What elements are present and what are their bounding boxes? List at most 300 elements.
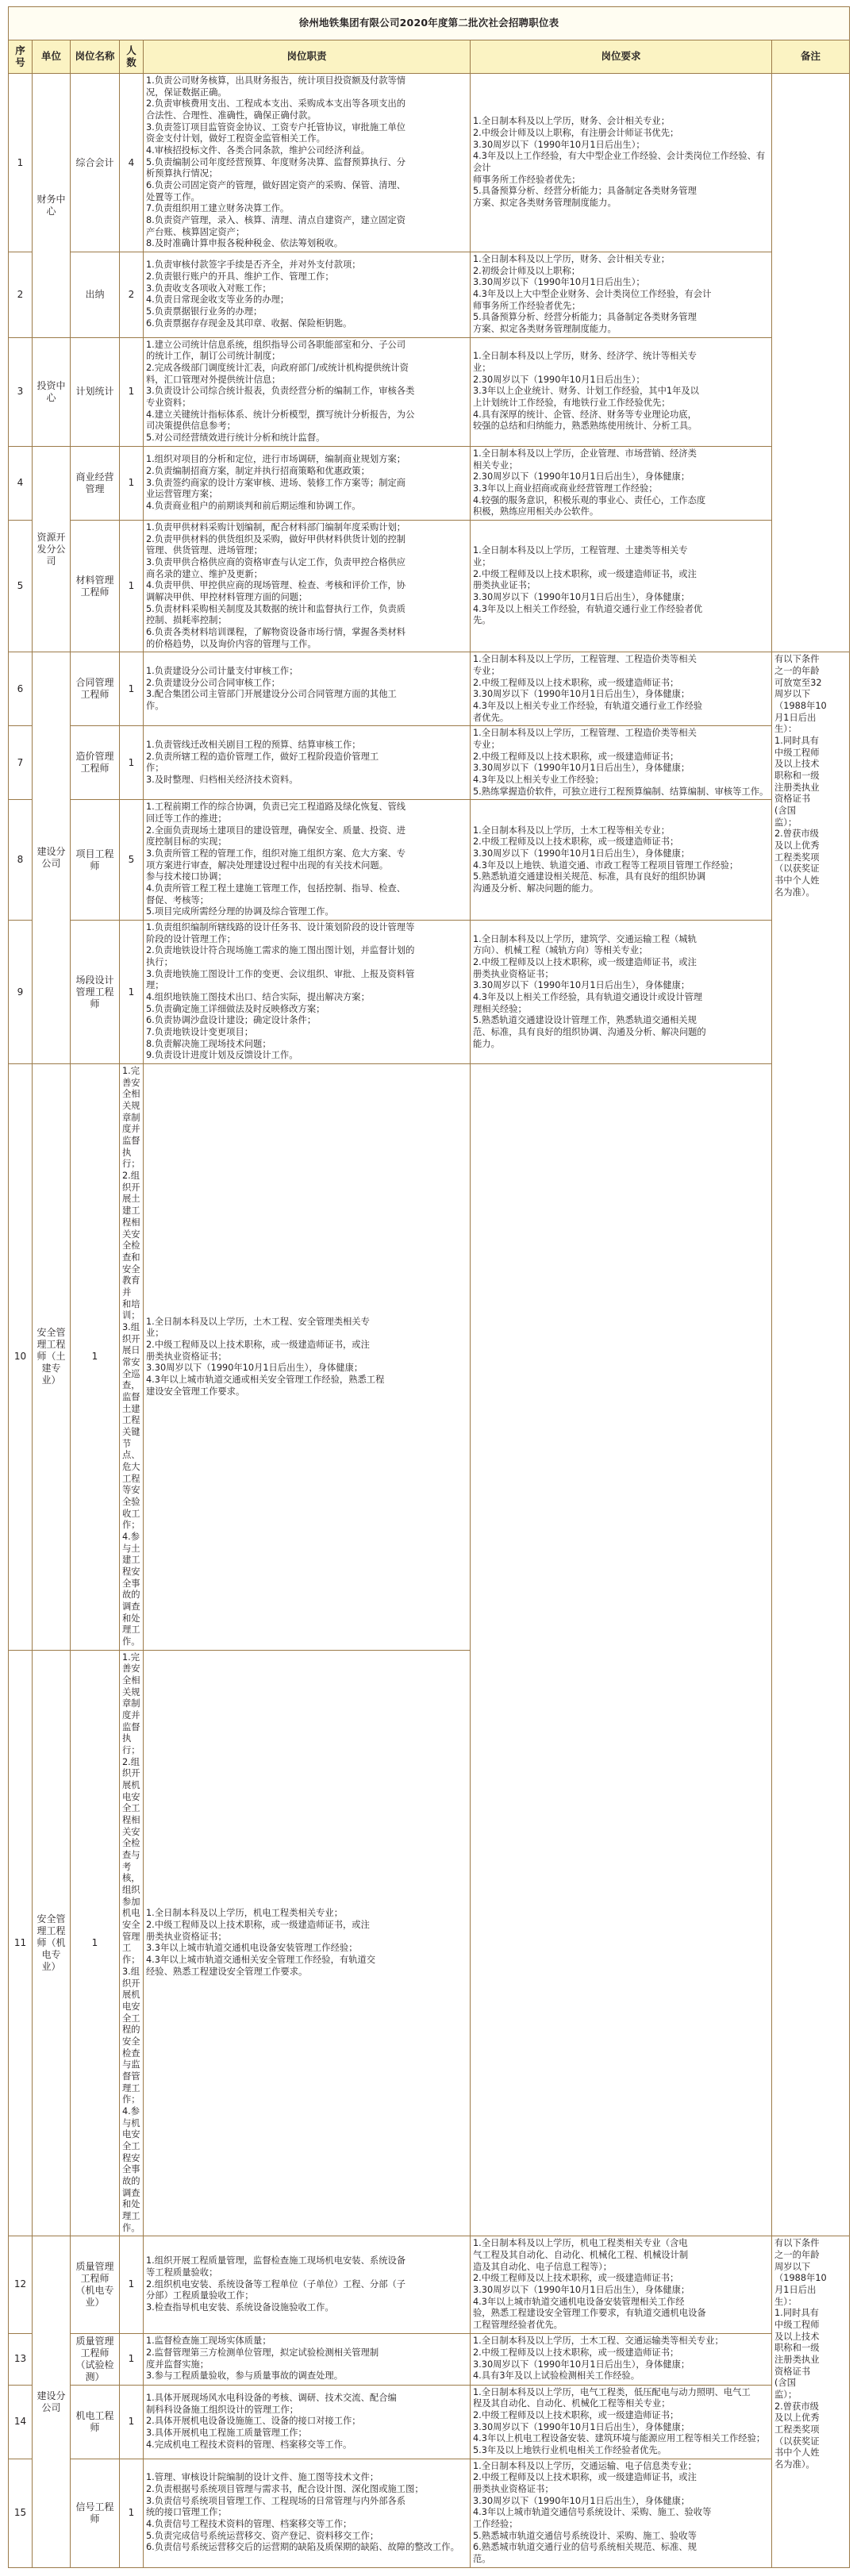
text-line: 3.检查指导机电安装、系统设备设施验收工作。 — [146, 2301, 334, 2313]
text-line: （1988年10 — [774, 2273, 827, 2284]
table-row — [9, 2459, 850, 2567]
cell-serial-number: 15 — [9, 2459, 33, 2567]
text-line: 4.参与土建工程安全事故的调查和处理工作。 — [122, 1531, 140, 1647]
text-line: 2.全面负责现场土建项目的建设管理，确保安全、质量、投资、进 — [146, 825, 406, 836]
text-line: 6.负责信号系统运营移交后的运营期的缺陷及质保期的缺陷、故障的整改工作。 — [146, 2542, 459, 2553]
text-line: 3.30周岁以下（1990年10月1日后出生），身体健康； — [146, 1363, 363, 1374]
text-line: 1.负责甲供材料采购计划编制，配合材料部门编制年度采购计划； — [146, 521, 406, 533]
cell-job-duty — [120, 1064, 144, 1651]
text-line: 1.具体开展现场风水电科设备的考核、调研、技术交流、配合编 — [146, 2392, 397, 2403]
header-num: 序号 — [9, 40, 33, 74]
text-line: 5.熟悉轨道交通建设设计管理工作，熟悉轨道交通相关规 — [473, 1015, 697, 1026]
header-note: 备注 — [772, 40, 850, 74]
header-duty: 岗位职责 — [144, 40, 471, 74]
cell-serial-number: 6 — [9, 652, 33, 726]
cell-position-name: 合同管理工程师 — [71, 652, 120, 726]
text-line: 6.负责协调沙盘设计建设；确定设计条件； — [146, 1015, 317, 1026]
cell-headcount: 1 — [120, 2385, 144, 2459]
text-line: 3.30周岁以下（1990年10月1日后出生），身体健康； — [473, 2284, 690, 2295]
text-line: 中级工程师 — [774, 747, 820, 758]
cell-position-name: 机电工程师 — [71, 2385, 120, 2459]
text-line: 者优先。 — [473, 712, 509, 723]
cell-job-duty — [144, 800, 471, 921]
text-line: 2.中级工程师及以上技术职称，或一级建造师证书； — [473, 751, 679, 762]
text-line: 的统计工作，制订公司统计制度； — [146, 351, 281, 362]
text-line: 作； — [146, 763, 164, 774]
text-line: 3.30周岁以下（1990年10月1日后出生）； — [473, 277, 645, 288]
text-line: 监）； — [774, 817, 797, 828]
text-line: 1.全日制本科及以上学历，工程管理、工程造价类等相关 — [473, 654, 697, 665]
text-line: 1.负责管线迁改相关剧目工程的预算、结算审核工作； — [146, 739, 361, 750]
text-line: 月1日后出 — [774, 712, 817, 723]
text-line: 6.负责各类材料培训课程，了解物资设备市场行情，掌握各类材料 — [146, 626, 406, 637]
cell-headcount: 1 — [120, 726, 144, 800]
cell-headcount: 2 — [120, 252, 144, 338]
text-line: 职称和一级 — [774, 770, 820, 781]
text-line: 1.负责公司财务核算，出具财务报告，统计项目投资额及付款等情 — [146, 75, 406, 86]
text-line: 生）： — [774, 2296, 797, 2307]
cell-serial-number: 10 — [9, 1064, 33, 1651]
cell-position-name: 材料管理工程师 — [71, 520, 120, 652]
header-requirement: 岗位要求 — [471, 40, 772, 74]
text-line: 4.3年及以上大中型企业财务、会计类岗位工作经验，有会计 — [473, 289, 712, 300]
text-line: 1.负责组织编制所辖线路的设计任务书、设计策划阶段的设计管理等 — [146, 922, 415, 933]
text-line: 5.负责完成信号系统运营移交、资产登记、资料移交工作； — [146, 2530, 379, 2541]
text-line: 之一的年龄 — [774, 665, 820, 676]
document-title: 徐州地铁集团有限公司2020年度第二批次社会招聘职位表 — [9, 7, 850, 40]
text-line: 方向）、机械工程（城轨方向）等相关专业； — [473, 945, 648, 956]
text-line: 册类执业资格证书； — [473, 2484, 554, 2495]
text-line: 督促、考核等； — [146, 894, 209, 905]
text-line: 9.负责设计进度计划及反馈设计工作。 — [146, 1050, 298, 1061]
text-line: 3.负责签约商家的设计方案审核、进场、装修工作方案等；制定商 — [146, 477, 406, 488]
cell-serial-number: 14 — [9, 2385, 33, 2459]
text-line: 7.负责组织用工建立财务决算工作。 — [146, 203, 290, 214]
cell-job-duty — [144, 446, 471, 520]
text-line: 2.30周岁以下（1990年10月1日后出生）； — [473, 374, 645, 385]
text-line: 和培训； — [122, 1298, 140, 1321]
cell-unit: 建设分公司 — [33, 2236, 71, 2567]
text-line: 4.3年以上机电工程设备安装、建筑环境与能源应用工程等相关工作经验； — [473, 2433, 766, 2444]
text-line: 度并监督实施； — [146, 2359, 209, 2370]
text-line: 2.负责建设分公司合同审核工作； — [146, 677, 280, 688]
text-line: 4.审核招投标文件、各类合同条款，维护公司经济利益。 — [146, 145, 370, 156]
text-line: 况，保证数据正确。 — [146, 87, 227, 98]
cell-unit: 财务中心 — [33, 74, 71, 338]
text-line: 2.负责甲供材料的供货组织及采购，做好甲供材料供货计划的控制 — [146, 533, 406, 544]
cell-job-requirement — [471, 2333, 772, 2385]
text-line: 1.全日制本科及以上学历，土木工程等相关专业； — [473, 825, 671, 836]
cell-note — [772, 74, 850, 652]
cell-position-name: 质量管理工程师（机电专业） — [71, 2236, 120, 2333]
text-line: 3.30周岁以下（1990年10月1日后出生），身体健康； — [473, 591, 690, 602]
text-line: 1.同时具有 — [774, 735, 819, 746]
cell-position-name: 综合会计 — [71, 74, 120, 252]
text-line: 4.完成机电工程技术资料的管理、档案移交等工作。 — [146, 2439, 352, 2450]
table-row — [9, 800, 850, 921]
cell-serial-number: 11 — [9, 1650, 33, 2236]
text-line: 册类执业证书； — [473, 580, 536, 591]
text-line: 阶段的设计管理工作； — [146, 933, 236, 944]
text-line: 范。 — [473, 2554, 491, 2565]
cell-unit: 资源开发分公司 — [33, 446, 71, 652]
text-line: 3.参与工程质量验收，参与质量事故的调查处理。 — [146, 2370, 344, 2382]
text-line: 相关专业； — [473, 459, 518, 471]
text-line: 职称和一级 — [774, 2343, 820, 2354]
table-row — [9, 446, 850, 520]
cell-headcount: 1 — [120, 921, 144, 1064]
text-line: 及以上优秀 — [774, 840, 820, 851]
text-line: 专业； — [473, 665, 500, 676]
text-line: 能力。 — [473, 1038, 500, 1049]
text-line: 项方案进行审查，解决处理建设过程中出现的有关技术问题。 — [146, 859, 389, 871]
text-line: 3.30周岁以下（1990年10月1日后出生），身体健康； — [473, 2359, 690, 2370]
text-line: 2.组织开展土建工程相关安全检查和安全教育并 — [122, 1171, 140, 1298]
text-line: 可放宽至32 — [774, 677, 822, 688]
text-line: 8.负责资产管理，录入、核算、清理、清点自建资产，建立固定资 — [146, 215, 406, 226]
text-line: 4.组织地铁施工图技术出口、结合实际，提出解决方案； — [146, 992, 370, 1003]
text-line: 4.3年以上城市轨道交通相关安全管理工作经验，有轨道交 — [146, 1955, 376, 1966]
text-line: 5.对公司经营绩效进行统计分析和统计监督。 — [146, 433, 325, 444]
cell-job-duty — [144, 2333, 471, 2385]
text-line: 方案、拟定各类财务管理制度能力。 — [473, 198, 617, 209]
text-line: 回迁等工作的推进； — [146, 813, 227, 824]
text-line: 1.全日制本科及以上学历，财务、会计相关专业； — [473, 254, 671, 265]
text-line: 2.曾获市级 — [774, 2401, 819, 2412]
text-line: 5.项目完成所需经分理的协调及综合管理工作。 — [146, 906, 334, 917]
text-line: 书中个人姓 — [774, 875, 820, 886]
cell-serial-number: 12 — [9, 2236, 33, 2333]
text-line: 4.3年及以上相关专业工作经验； — [473, 774, 604, 785]
text-line: 验，熟悉工程建设安全管理工作要求，有轨道交通机电设备 — [473, 2308, 706, 2319]
text-line: 理相关经验； — [473, 1003, 527, 1014]
text-line: 4.3年以上城市轨道交通或相关安全管理工作经验，熟悉工程 — [146, 1374, 385, 1385]
text-line: 注册类执业 — [774, 2355, 820, 2365]
table-row — [9, 2236, 850, 2333]
cell-job-requirement — [471, 2236, 772, 2333]
text-line: 2.中级工程师及以上技术职称，或一级建造师证书； — [473, 2410, 679, 2420]
cell-job-requirement — [471, 74, 772, 252]
text-line: 3.30周岁以下（1990年10月1日后出生），身体健康； — [473, 689, 690, 700]
text-line: (含国 — [774, 805, 797, 816]
text-line: 1.建立公司统计信息系统，组织指导公司各职能部室和分、子公司 — [146, 339, 406, 350]
text-line: 5.负责确定施工详细做法及时反映修改方案； — [146, 1003, 325, 1014]
cell-serial-number: 9 — [9, 921, 33, 1064]
text-line: 4.较强的服务意识，积极乐观的事业心、责任心，工作态度 — [473, 494, 706, 506]
text-line: 册类执业资格证书； — [146, 1931, 227, 1942]
text-line: 6.负责公司固定资产的管理，做好固定资产的采购、保管、清理、 — [146, 180, 406, 191]
text-line: 程及其自动化、自动化、机械化工程等相关专业； — [473, 2398, 671, 2409]
text-line: 1.完善安全相关规章制度并监督执行； — [122, 1066, 140, 1170]
text-line: 调解决甲供、甲控材料管理方面的问题； — [146, 591, 308, 602]
text-line: 4.3年以上城市轨道交通信号系统设计、采购、施工、验收等 — [473, 2507, 712, 2518]
cell-job-duty — [144, 520, 471, 652]
column-header-row — [9, 40, 850, 74]
cell-serial-number: 7 — [9, 726, 33, 800]
text-line: 2.负责地铁设计符合现场施工需求的施工图出图计划，并监督计划的 — [146, 945, 415, 956]
text-line: （以获奖证 — [774, 863, 820, 875]
text-line: 3.30周岁以下（1990年10月1日后出生），身体健康； — [473, 848, 690, 859]
text-line: 2.负责银行账户的开具、维护工作、管理工作； — [146, 271, 334, 283]
text-line: 的价格趋势，以及询价内容的管理与工作。 — [146, 638, 317, 649]
text-line: 4.参与机电安全工程安全事故的调查和处理工作。 — [122, 2105, 140, 2233]
text-line: 2.负责编制招商方案，制定并执行招商策略和优惠政策； — [146, 465, 370, 476]
text-line: 2.中级工程师及以上技术职称，或一级建造师证书； — [473, 2273, 679, 2284]
text-line: 专业资料； — [146, 398, 191, 409]
cell-job-duty — [144, 2236, 471, 2333]
text-line: 1.全日制本科及以上学历，财务、会计相关专业； — [473, 116, 671, 127]
text-line: （以获奖证 — [774, 2436, 820, 2447]
text-line: 月1日后出 — [774, 2284, 817, 2295]
text-line: 作。 — [146, 700, 164, 711]
cell-job-duty — [144, 2385, 471, 2459]
cell-serial-number: 3 — [9, 337, 33, 446]
text-line: 2.中级工程师及以上技术职称，或一级建造师证书，或注 — [146, 1920, 370, 1931]
positions-table — [8, 6, 850, 2568]
text-line: 资格证书 — [774, 2366, 811, 2377]
text-line: 注册类执业 — [774, 782, 820, 793]
text-line: 2.负责根据号系统项目管理与需求书，配合设计图、深化图或施工图； — [146, 2484, 424, 2495]
text-line: 2.中级工程师及以上技术职称，或一级建造师证书； — [473, 677, 679, 688]
cell-job-requirement — [471, 520, 772, 652]
cell-headcount: 1 — [120, 652, 144, 726]
text-line: 1.组织开展工程质量管理，监督检查施工现场机电安装、系统设备 — [146, 2255, 406, 2266]
text-line: 1.全日制本科及以上学历，建筑学、交通运输工程（城轨 — [473, 933, 697, 944]
text-line: 4.建立关键统计指标体系、统计分析模型，撰写统计分析报告，为公 — [146, 409, 415, 420]
text-line: 名为准）。 — [774, 886, 815, 898]
cell-serial-number: 1 — [9, 74, 33, 252]
text-line: 5.3年及以上地铁行业机电相关工作经验者优先。 — [473, 2445, 667, 2456]
table-row — [9, 652, 850, 726]
cell-job-duty — [144, 252, 471, 338]
text-line: 建设安全管理工作要求。 — [146, 1386, 245, 1397]
text-line: 2.负责所辖工程的造价管理工作，做好工程阶段造价管理工 — [146, 751, 379, 762]
text-line: 1.全日制本科及以上学历，土木工程、交通运输类等相关专业； — [473, 2336, 724, 2347]
header-count: 人数 — [120, 40, 144, 74]
text-line: 2.组织开展机电安全工程相关安全检查与考核，组织参加机电安全 — [122, 1756, 140, 1931]
text-line: 3.30周岁以下（1990年10月1日后出生），身体健康； — [473, 763, 690, 774]
text-line: 3.负责设计公司综合统计报表，负责经营分析的编制工作，审核各类 — [146, 386, 415, 397]
table-row — [9, 2333, 850, 2385]
text-line: 及以上优秀 — [774, 2413, 820, 2424]
text-line: 1.完善安全相关规章制度并监督执行； — [122, 1651, 140, 1756]
text-line: 3.3年以上商业招商或商业经营管理工作经验； — [473, 483, 658, 494]
text-line: 6.熟悉城市轨道交通行业的信号系统相关规范、标准、规 — [473, 2542, 697, 2553]
text-line: 2.监督管理第三方检测单位管理，拟定试验检测相关管理制 — [146, 2347, 379, 2358]
text-line: 2.30周岁以下（1990年10月1日后出生），身体健康； — [473, 471, 690, 483]
text-line: 业运营管理方案； — [146, 489, 218, 500]
cell-position-name: 商业经营管理 — [71, 446, 120, 520]
cell-job-duty — [144, 2459, 471, 2567]
text-line: 册类执业资格证书； — [473, 968, 554, 979]
table-row — [9, 252, 850, 338]
text-line: 全验收工作； — [122, 1496, 140, 1531]
cell-headcount: 1 — [71, 1650, 120, 2236]
text-line: 3.负责收支各项收入对账工作； — [146, 283, 271, 294]
text-line: 资金支付计划，做好工程资金监管相关工作。 — [146, 133, 325, 144]
text-line: 业； — [473, 556, 491, 567]
cell-position-name: 质量管理工程师（试验检测） — [71, 2333, 120, 2385]
text-line: 制科科设备施工组织设计的管理工作； — [146, 2404, 299, 2415]
text-line: 3.负责信号系统项目管理工作、工程现场的日常管理与内外部各系 — [146, 2495, 406, 2506]
text-line: 1.负责建设分公司计量支付审核工作； — [146, 665, 298, 676]
text-line: 3.3年以上城市轨道交通机电设备安装管理工作经验； — [146, 1943, 358, 1954]
document-title-row — [9, 7, 850, 40]
text-line: 7.负责地铁设计变更项目； — [146, 1027, 254, 1038]
text-line: 4.负责日常现金收支等业务的办理； — [146, 294, 290, 306]
text-line: 生）： — [774, 724, 797, 735]
text-line: 沟通及分析、解决问题的能力。 — [473, 883, 599, 894]
text-line: 及以上技术 — [774, 2331, 820, 2342]
text-line: 1.全日制本科及以上学历，工程管理、工程造价类等相关 — [473, 728, 697, 739]
cell-job-requirement — [471, 800, 772, 921]
text-line: 2.中级工程师及以上技术职称，或一级建造师证书，或注 — [473, 568, 697, 579]
text-line: 分部）工程质量验收工作； — [146, 2290, 254, 2301]
cell-headcount: 1 — [120, 2236, 144, 2333]
text-line: 3.30周岁以下（1990年10月1日后出生），身体健康； — [473, 2495, 690, 2506]
text-line: 4.3年及以上工作经验，有大中型企业工作经验、会计类岗位工作经验、有会计 — [473, 151, 766, 174]
text-line: 2.中级工程师及以上技术职称，或一级建造师证书； — [473, 2347, 679, 2358]
text-line: 2.组织机电安装、系统设备等工程单位（子单位）工程、分部（子 — [146, 2278, 406, 2290]
text-line: 较强的总结和归纳能力，熟悉熟练使用统计、分析工具。 — [473, 421, 698, 432]
text-line: 之一的年龄 — [774, 2249, 820, 2260]
table-row — [9, 1064, 850, 1651]
text-line: 管理工作； — [122, 1931, 140, 1966]
text-line: 2.初级会计师及以上职称； — [473, 265, 581, 276]
text-line: 3.具体开展机电工程施工质量管理工作； — [146, 2428, 307, 2438]
cell-serial-number: 8 — [9, 800, 33, 921]
cell-job-duty — [144, 337, 471, 446]
text-line: 析预算执行情况； — [146, 168, 218, 179]
cell-job-requirement — [144, 1650, 471, 2236]
cell-job-requirement — [471, 252, 772, 338]
text-line: 3.3年以上企业统计、财务、计划工作经验，其中1年及以 — [473, 386, 699, 397]
cell-job-requirement — [471, 726, 772, 800]
text-line: 3.30周岁以下（1990年10月1日后出生），身体健康； — [473, 2421, 690, 2432]
cell-unit: 建设分公司 — [33, 652, 71, 1064]
text-line: 4.负责信号工程技术资料的管理、档案移交等工作； — [146, 2519, 352, 2530]
text-line: 1.监督检查施工现场实体质量； — [146, 2336, 271, 2347]
cell-serial-number: 5 — [9, 520, 33, 652]
text-line: 4.3年及以上地铁、轨道交通、市政工程等工程项目管理工作经验； — [473, 859, 739, 871]
text-line: 工程类奖项 — [774, 2424, 820, 2436]
text-line: 先。 — [473, 615, 491, 626]
text-line: 司决策提供信息参考； — [146, 421, 236, 432]
text-line: 1.全日制本科及以上学历，工程管理、土建类等相关专 — [473, 545, 688, 556]
cell-headcount: 1 — [71, 1064, 120, 1651]
text-line: 1.全日制本科及以上学历，企业管理、市场营销、经济类 — [473, 448, 697, 459]
text-line: 4.3年及以上相关专业工作经验，有轨道交通行业工作经验 — [473, 700, 703, 711]
text-line: 工程类奖项 — [774, 852, 820, 863]
text-line: 等工程质量验收； — [146, 2266, 218, 2278]
cell-headcount: 1 — [120, 520, 144, 652]
text-line: 1.工程前期工作的综合协调，负责已完工程道路及绿化恢复、管线 — [146, 802, 406, 813]
text-line: 2.具体开展机电设备设施施工、设备的接口对接工作； — [146, 2416, 361, 2427]
text-line: 商名录的建立、维护及更新； — [146, 568, 263, 579]
cell-position-name: 安全管理工程师（机电专业） — [33, 1650, 71, 2236]
text-line: 1.全日制本科及以上学历，机电工程类相关专业； — [146, 1908, 344, 1919]
text-line: 1.全日制本科及以上学历，交通运输、电子信息类专业； — [473, 2460, 697, 2471]
text-line: 工程管理经验者优先。 — [473, 2319, 563, 2330]
text-line: 名为准）。 — [774, 2459, 815, 2470]
text-line: 合法性、合理性、准确性，确保正确付款。 — [146, 110, 317, 121]
text-line: 2.中级工程师及以上技术职称，或一级建造师证书，或注 — [473, 2472, 697, 2483]
text-line: 1.全日制本科及以上学历，电气工程类，低压配电与动力照明、电气工 — [473, 2386, 751, 2397]
text-line: 书中个人姓 — [774, 2447, 820, 2459]
cell-headcount: 5 — [120, 800, 144, 921]
text-line: 管理、供货管理、进场管理； — [146, 545, 263, 556]
text-line: (含国 — [774, 2378, 797, 2389]
text-line: 方案、拟定各类财务管理制度能力。 — [473, 324, 617, 335]
text-line: 4.负责商业租户的前期谈判和前后期运维和协调工作。 — [146, 500, 361, 511]
cell-headcount: 1 — [120, 446, 144, 520]
cell-job-requirement — [471, 2459, 772, 2567]
text-line: 中级工程师 — [774, 2319, 820, 2330]
text-line: 册类执业资格证书； — [146, 1351, 227, 1362]
text-line: 周岁以下 — [774, 689, 811, 700]
text-line: 2.中级工程师及以上技术职称，或一级建造师证书，或注 — [146, 1339, 370, 1350]
table-body — [9, 74, 850, 2568]
text-line: 5.负责票据银行业务的办理； — [146, 306, 263, 317]
text-line: 5.具备预算分析、经营分析能力；具备制定各类财务管理 — [473, 186, 697, 197]
text-line: 5.熟悉轨道交通建设相关规范、标准，具有良好的组织协调 — [473, 871, 706, 882]
cell-headcount: 1 — [120, 2333, 144, 2385]
text-line: 业； — [473, 363, 491, 374]
text-line: 资格证书 — [774, 794, 811, 805]
text-line: 专业； — [473, 739, 500, 750]
cell-job-duty — [120, 1650, 144, 2236]
text-line: 3.组织开展日常安全巡查，监督土建工程关键节点、危大工程等安 — [122, 1321, 140, 1496]
text-line: 有以下条件 — [774, 2238, 820, 2249]
text-line: 5.负责编制公司年度经营预算、年度财务决算、监督预算执行、分 — [146, 156, 406, 167]
text-line: 上计划统计工作经验，有地铁行业工作经验优先； — [473, 398, 671, 409]
text-line: 4.3年以上城市轨道交通机电设备安装管理相关工作经 — [473, 2296, 685, 2307]
text-line: 范、标准，具有良好的组织协调、沟通及分析、解决问题的 — [473, 1027, 706, 1038]
cell-headcount: 1 — [120, 337, 144, 446]
cell-job-requirement — [144, 1064, 471, 1651]
header-unit: 单位 — [33, 40, 71, 74]
text-line: 1.同时具有 — [774, 2308, 819, 2319]
text-line: 5.具备预算分析、经营分析能力；具备制定各类财务管理 — [473, 312, 697, 323]
text-line: 监）； — [774, 2390, 797, 2401]
text-line: 理； — [146, 980, 164, 991]
cell-job-duty — [144, 921, 471, 1064]
text-line: 2.负责审核费用支出、工程成本支出、采购成本支出等各项支出的 — [146, 98, 406, 110]
cell-job-duty — [144, 726, 471, 800]
text-line: 产台账、核算固定资产； — [146, 226, 245, 237]
cell-job-requirement — [471, 2385, 772, 2459]
text-line: 2.完成各级部门调度统计汇表，向政府部门/或统计机构提供统计资 — [146, 363, 409, 374]
cell-position-name: 安全管理工程师（土建专业） — [33, 1064, 71, 1651]
text-line: 3.30周岁以下（1990年10月1日后出生），身体健康； — [473, 980, 690, 991]
text-line: 1.全日制本科及以上学历，机电工程类相关专业（含电 — [473, 2238, 688, 2249]
text-line: 及以上技术 — [774, 759, 820, 770]
text-line: 2.中级工程师及以上技术职称，或一级建造师证书； — [473, 836, 679, 848]
text-line: 3.负责所管工程的管理工作，组织对施工组织方案、危大方案、专 — [146, 848, 406, 859]
text-line: 经验、熟悉工程建设安全管理工作要求。 — [146, 1966, 308, 1977]
text-line: 4.具有深厚的统计、企管、经济、财务等专业理论功底， — [473, 409, 697, 420]
text-line: 4.负责甲供、甲控供应商的现场管理、检查、考核和评价工作，协 — [146, 580, 406, 591]
cell-job-requirement — [471, 337, 772, 446]
text-line: 气工程及其自动化、自动化、机械化工程、机械设计制 — [473, 2249, 689, 2260]
cell-note — [772, 652, 850, 2236]
cell-position-name: 信号工程师 — [71, 2459, 120, 2567]
text-line: 周岁以下 — [774, 2261, 811, 2272]
cell-job-requirement — [471, 446, 772, 520]
text-line: 处置等工作。 — [146, 191, 200, 202]
text-line: 1.管理、审核设计院编制的设计文件、施工图等技术文件； — [146, 2472, 379, 2483]
text-line: 师事务所工作经验者优先； — [473, 300, 581, 311]
